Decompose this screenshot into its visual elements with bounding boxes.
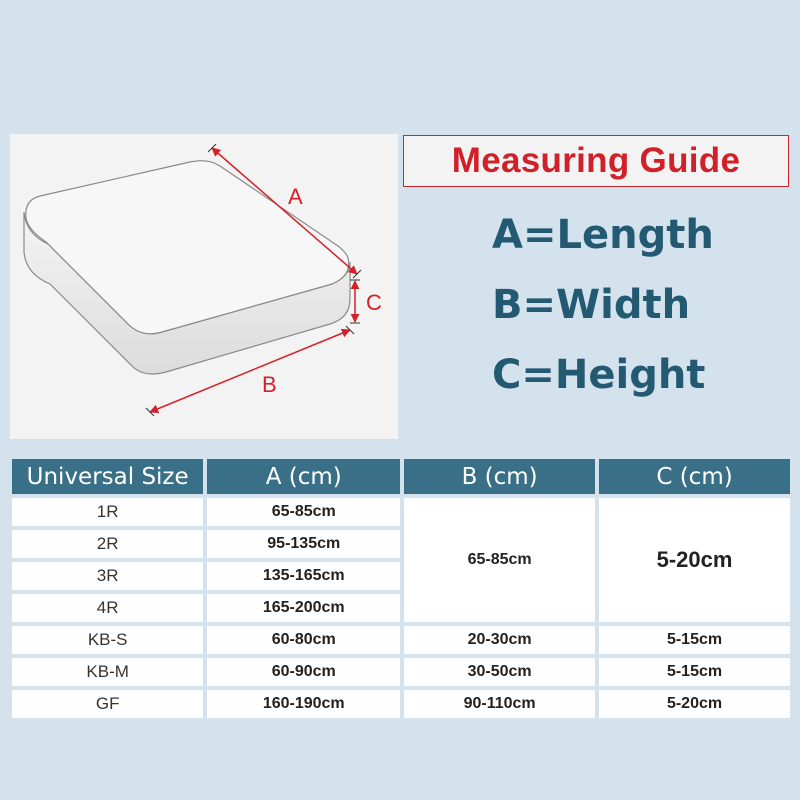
c-cell: 5-20cm [599,690,790,718]
size-cell: KB-M [12,658,203,686]
b-merged-cell: 65-85cm [404,498,595,622]
size-table [8,455,794,722]
c-cell: 5-15cm [599,658,790,686]
dimension-b-label: B [262,372,277,397]
a-cell: 165-200cm [207,594,400,622]
header-universal-size: Universal Size [12,459,203,494]
size-cell: 1R [12,498,203,526]
legend-height: C=Height [492,352,706,398]
measuring-guide-title-box [403,135,789,187]
size-cell: 3R [12,562,203,590]
measuring-guide-title: Measuring Guide [451,141,741,180]
table-row [12,690,790,718]
a-cell: 160-190cm [207,690,400,718]
size-cell: 2R [12,530,203,558]
size-cell: 4R [12,594,203,622]
a-cell: 65-85cm [207,498,400,526]
header-b-cm: B (cm) [404,459,595,494]
dimension-c-label: C [366,290,382,315]
cushion-diagram [10,134,398,439]
legend-length: A=Length [492,212,714,258]
header-a-cm: A (cm) [207,459,400,494]
size-cell: GF [12,690,203,718]
size-cell: KB-S [12,626,203,654]
header-c-cm: C (cm) [599,459,790,494]
c-merged-cell: 5-20cm [599,498,790,622]
table-row [12,498,790,526]
table-header-row [12,459,790,494]
a-cell: 135-165cm [207,562,400,590]
b-cell: 90-110cm [404,690,595,718]
b-cell: 20-30cm [404,626,595,654]
dimension-a-label: A [288,184,303,209]
table-row [12,658,790,686]
a-cell: 60-90cm [207,658,400,686]
table-row [12,626,790,654]
cushion-diagram-panel [10,134,398,439]
a-cell: 95-135cm [207,530,400,558]
a-cell: 60-80cm [207,626,400,654]
legend-width: B=Width [492,282,691,328]
size-table-wrapper [8,455,794,722]
b-cell: 30-50cm [404,658,595,686]
c-cell: 5-15cm [599,626,790,654]
